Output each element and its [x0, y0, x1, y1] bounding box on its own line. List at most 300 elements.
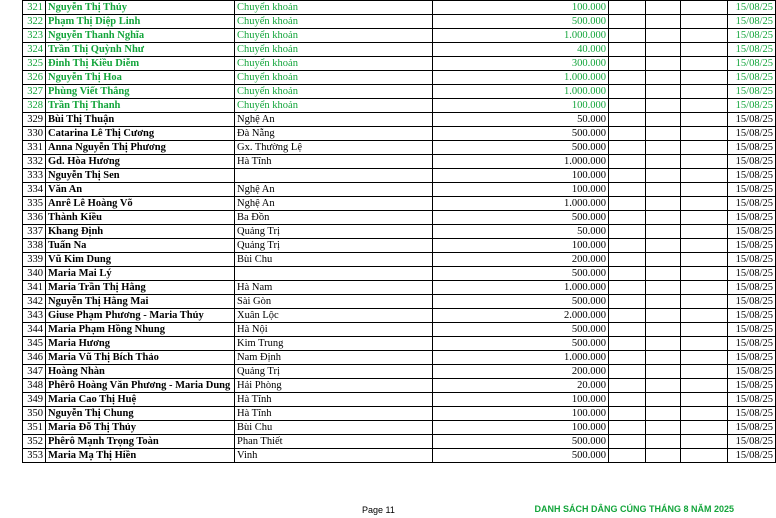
empty-cell [609, 253, 646, 267]
donor-name: Đinh Thị Kiều Diễm [46, 57, 235, 71]
empty-cell [681, 127, 728, 141]
donation-amount: 500.000 [433, 141, 609, 155]
donor-name: Nguyễn Thị Sen [46, 169, 235, 183]
empty-cell [609, 71, 646, 85]
table-row [23, 43, 776, 57]
row-number: 346 [23, 351, 46, 365]
donor-place: Nghệ An [235, 183, 433, 197]
empty-cell [609, 57, 646, 71]
donation-amount: 200.000 [433, 253, 609, 267]
donor-name: Maria Hương [46, 337, 235, 351]
donor-name: Trần Thị Thanh [46, 99, 235, 113]
row-number: 324 [23, 43, 46, 57]
donation-amount: 1.000.000 [433, 85, 609, 99]
row-number: 325 [23, 57, 46, 71]
empty-cell [609, 295, 646, 309]
empty-cell [609, 351, 646, 365]
donation-date: 15/08/25 [728, 99, 776, 113]
table-row [23, 323, 776, 337]
donation-date: 15/08/25 [728, 365, 776, 379]
empty-cell [681, 323, 728, 337]
table-row [23, 155, 776, 169]
empty-cell [646, 113, 681, 127]
donor-name: Maria Mai Lý [46, 267, 235, 281]
empty-cell [681, 99, 728, 113]
empty-cell [609, 29, 646, 43]
empty-cell [646, 127, 681, 141]
donor-name: Phêrô Hoàng Văn Phương - Maria Dung [46, 379, 235, 393]
table-row [23, 127, 776, 141]
donation-date: 15/08/25 [728, 337, 776, 351]
row-number: 338 [23, 239, 46, 253]
donor-name: Maria Phạm Hồng Nhung [46, 323, 235, 337]
donation-date: 15/08/25 [728, 253, 776, 267]
donor-place [235, 267, 433, 281]
donor-name: Nguyễn Thị Hằng Mai [46, 295, 235, 309]
donation-date: 15/08/25 [728, 127, 776, 141]
table-row [23, 15, 776, 29]
table-row [23, 211, 776, 225]
table-row [23, 393, 776, 407]
empty-cell [646, 421, 681, 435]
donor-name: Thành Kiều [46, 211, 235, 225]
table-row [23, 407, 776, 421]
donation-date: 15/08/25 [728, 1, 776, 15]
table-row [23, 29, 776, 43]
donation-amount: 500.000 [433, 267, 609, 281]
donation-date: 15/08/25 [728, 197, 776, 211]
donation-date: 15/08/25 [728, 29, 776, 43]
donor-name: Anna Nguyễn Thị Phương [46, 141, 235, 155]
empty-cell [646, 393, 681, 407]
empty-cell [681, 85, 728, 99]
empty-cell [609, 337, 646, 351]
empty-cell [681, 197, 728, 211]
empty-cell [609, 15, 646, 29]
page-number: Page 11 [362, 505, 395, 515]
donor-place: Kim Trung [235, 337, 433, 351]
donation-date: 15/08/25 [728, 449, 776, 463]
donor-name: Văn An [46, 183, 235, 197]
donor-place: Chuyển khoản [235, 29, 433, 43]
empty-cell [681, 295, 728, 309]
row-number: 330 [23, 127, 46, 141]
donation-date: 15/08/25 [728, 379, 776, 393]
row-number: 332 [23, 155, 46, 169]
donation-date: 15/08/25 [728, 43, 776, 57]
donor-place: Ba Đồn [235, 211, 433, 225]
empty-cell [681, 57, 728, 71]
table-row [23, 1, 776, 15]
empty-cell [681, 183, 728, 197]
table-row [23, 421, 776, 435]
empty-cell [609, 43, 646, 57]
donor-place: Quảng Trị [235, 239, 433, 253]
donor-place: Bùi Chu [235, 253, 433, 267]
donor-name: Vũ Kim Dung [46, 253, 235, 267]
empty-cell [681, 309, 728, 323]
table-row [23, 197, 776, 211]
empty-cell [646, 29, 681, 43]
empty-cell [609, 225, 646, 239]
empty-cell [609, 99, 646, 113]
empty-cell [609, 379, 646, 393]
donation-date: 15/08/25 [728, 155, 776, 169]
donor-name: Phêrô Mạnh Trọng Toàn [46, 435, 235, 449]
donation-amount: 50.000 [433, 113, 609, 127]
empty-cell [609, 449, 646, 463]
empty-cell [646, 323, 681, 337]
row-number: 334 [23, 183, 46, 197]
table-row [23, 379, 776, 393]
donor-place: Chuyển khoản [235, 71, 433, 85]
donor-name: Catarina Lê Thị Cương [46, 127, 235, 141]
table-row [23, 71, 776, 85]
donation-amount: 1.000.000 [433, 29, 609, 43]
donation-date: 15/08/25 [728, 141, 776, 155]
empty-cell [609, 85, 646, 99]
row-number: 327 [23, 85, 46, 99]
donor-place: Quảng Trị [235, 225, 433, 239]
empty-cell [681, 15, 728, 29]
donor-name: Maria Trần Thị Hằng [46, 281, 235, 295]
donor-name: Bùi Thị Thuận [46, 113, 235, 127]
row-number: 333 [23, 169, 46, 183]
empty-cell [646, 295, 681, 309]
donation-amount: 500.000 [433, 337, 609, 351]
row-number: 340 [23, 267, 46, 281]
donor-place: Hà Nội [235, 323, 433, 337]
donation-amount: 100.000 [433, 239, 609, 253]
table-row [23, 351, 776, 365]
empty-cell [609, 127, 646, 141]
empty-cell [681, 239, 728, 253]
donation-table-body [23, 1, 776, 463]
empty-cell [646, 141, 681, 155]
donor-place: Nghệ An [235, 197, 433, 211]
empty-cell [681, 169, 728, 183]
donation-date: 15/08/25 [728, 267, 776, 281]
empty-cell [609, 365, 646, 379]
donor-place: Chuyển khoản [235, 85, 433, 99]
empty-cell [646, 1, 681, 15]
empty-cell [609, 267, 646, 281]
donor-name: Khang Định [46, 225, 235, 239]
row-number: 337 [23, 225, 46, 239]
table-row [23, 85, 776, 99]
table-row [23, 57, 776, 71]
donor-name: Giuse Phạm Phương - Maria Thủy [46, 309, 235, 323]
table-row [23, 309, 776, 323]
donation-date: 15/08/25 [728, 211, 776, 225]
row-number: 353 [23, 449, 46, 463]
donor-place [235, 169, 433, 183]
empty-cell [646, 267, 681, 281]
donation-date: 15/08/25 [728, 57, 776, 71]
row-number: 341 [23, 281, 46, 295]
row-number: 331 [23, 141, 46, 155]
empty-cell [646, 309, 681, 323]
donation-amount: 50.000 [433, 225, 609, 239]
empty-cell [681, 113, 728, 127]
donor-name: Nguyễn Thị Chung [46, 407, 235, 421]
empty-cell [646, 57, 681, 71]
table-row [23, 281, 776, 295]
empty-cell [681, 281, 728, 295]
empty-cell [646, 435, 681, 449]
empty-cell [646, 379, 681, 393]
row-number: 349 [23, 393, 46, 407]
donor-place: Đà Nẵng [235, 127, 433, 141]
table-row [23, 239, 776, 253]
donation-amount: 200.000 [433, 365, 609, 379]
empty-cell [646, 155, 681, 169]
row-number: 321 [23, 1, 46, 15]
donor-place: Chuyển khoản [235, 1, 433, 15]
row-number: 348 [23, 379, 46, 393]
row-number: 342 [23, 295, 46, 309]
donor-name: Nguyễn Thanh Nghĩa [46, 29, 235, 43]
donation-date: 15/08/25 [728, 225, 776, 239]
donation-date: 15/08/25 [728, 323, 776, 337]
empty-cell [609, 421, 646, 435]
donation-amount: 500.000 [433, 449, 609, 463]
row-number: 328 [23, 99, 46, 113]
empty-cell [646, 337, 681, 351]
row-number: 322 [23, 15, 46, 29]
donor-place: Hà Tĩnh [235, 155, 433, 169]
donation-date: 15/08/25 [728, 393, 776, 407]
donation-date: 15/08/25 [728, 435, 776, 449]
donor-name: Maria Cao Thị Huệ [46, 393, 235, 407]
row-number: 335 [23, 197, 46, 211]
empty-cell [646, 225, 681, 239]
donation-date: 15/08/25 [728, 85, 776, 99]
empty-cell [609, 141, 646, 155]
donation-amount: 100.000 [433, 393, 609, 407]
empty-cell [646, 85, 681, 99]
empty-cell [609, 197, 646, 211]
donation-amount: 500.000 [433, 295, 609, 309]
donation-amount: 100.000 [433, 1, 609, 15]
empty-cell [681, 253, 728, 267]
donation-date: 15/08/25 [728, 15, 776, 29]
donation-amount: 500.000 [433, 323, 609, 337]
donor-place: Quảng Trị [235, 365, 433, 379]
donor-place: Nam Định [235, 351, 433, 365]
donation-amount: 500.000 [433, 435, 609, 449]
empty-cell [609, 211, 646, 225]
donor-place: Hà Tĩnh [235, 393, 433, 407]
row-number: 329 [23, 113, 46, 127]
donor-name: Maria Vũ Thị Bích Thảo [46, 351, 235, 365]
donation-amount: 100.000 [433, 169, 609, 183]
empty-cell [646, 449, 681, 463]
donor-name: Trần Thị Quỳnh Như [46, 43, 235, 57]
empty-cell [609, 183, 646, 197]
empty-cell [609, 155, 646, 169]
empty-cell [609, 309, 646, 323]
empty-cell [609, 393, 646, 407]
empty-cell [646, 365, 681, 379]
table-row [23, 337, 776, 351]
empty-cell [681, 365, 728, 379]
row-number: 352 [23, 435, 46, 449]
table-row [23, 365, 776, 379]
empty-cell [681, 141, 728, 155]
table-row [23, 99, 776, 113]
empty-cell [646, 15, 681, 29]
donation-date: 15/08/25 [728, 421, 776, 435]
empty-cell [646, 281, 681, 295]
donation-amount: 40.000 [433, 43, 609, 57]
empty-cell [609, 1, 646, 15]
donor-place: Phan Thiết [235, 435, 433, 449]
empty-cell [681, 155, 728, 169]
donation-amount: 300.000 [433, 57, 609, 71]
donation-date: 15/08/25 [728, 183, 776, 197]
donor-place: Sài Gòn [235, 295, 433, 309]
row-number: 339 [23, 253, 46, 267]
empty-cell [681, 1, 728, 15]
table-row [23, 295, 776, 309]
donor-name: Gd. Hòa Hương [46, 155, 235, 169]
empty-cell [646, 351, 681, 365]
document-title: DANH SÁCH DÂNG CÚNG THÁNG 8 NĂM 2025 [534, 504, 734, 514]
empty-cell [681, 71, 728, 85]
empty-cell [646, 43, 681, 57]
empty-cell [646, 253, 681, 267]
donor-name: Nguyễn Thị Thủy [46, 1, 235, 15]
empty-cell [681, 43, 728, 57]
empty-cell [681, 421, 728, 435]
empty-cell [681, 351, 728, 365]
empty-cell [646, 239, 681, 253]
donation-amount: 2.000.000 [433, 309, 609, 323]
donor-place: Chuyển khoản [235, 15, 433, 29]
donation-amount: 1.000.000 [433, 197, 609, 211]
donation-date: 15/08/25 [728, 309, 776, 323]
donation-amount: 1.000.000 [433, 71, 609, 85]
empty-cell [681, 225, 728, 239]
donor-name: Phạm Thị Diệp Linh [46, 15, 235, 29]
donor-place: Chuyển khoản [235, 57, 433, 71]
empty-cell [609, 281, 646, 295]
empty-cell [646, 211, 681, 225]
donor-place: Nghệ An [235, 113, 433, 127]
donation-date: 15/08/25 [728, 407, 776, 421]
row-number: 350 [23, 407, 46, 421]
table-row [23, 225, 776, 239]
row-number: 351 [23, 421, 46, 435]
donation-amount: 1.000.000 [433, 351, 609, 365]
donor-place: Xuân Lộc [235, 309, 433, 323]
donation-date: 15/08/25 [728, 295, 776, 309]
donation-amount: 100.000 [433, 183, 609, 197]
donor-place: Chuyển khoản [235, 43, 433, 57]
donor-place: Bùi Chu [235, 421, 433, 435]
empty-cell [681, 267, 728, 281]
donor-name: Tuấn Na [46, 239, 235, 253]
donor-name: Maria Mạ Thị Hiền [46, 449, 235, 463]
donation-date: 15/08/25 [728, 113, 776, 127]
empty-cell [646, 183, 681, 197]
donation-amount: 20.000 [433, 379, 609, 393]
donor-place: Hải Phòng [235, 379, 433, 393]
empty-cell [609, 239, 646, 253]
empty-cell [681, 393, 728, 407]
row-number: 345 [23, 337, 46, 351]
empty-cell [681, 337, 728, 351]
row-number: 343 [23, 309, 46, 323]
donor-place: Gx. Thường Lệ [235, 141, 433, 155]
empty-cell [681, 29, 728, 43]
empty-cell [646, 407, 681, 421]
donation-amount: 500.000 [433, 15, 609, 29]
donation-amount: 100.000 [433, 99, 609, 113]
empty-cell [646, 71, 681, 85]
table-row [23, 435, 776, 449]
donation-amount: 100.000 [433, 421, 609, 435]
empty-cell [609, 113, 646, 127]
table-row [23, 141, 776, 155]
table-row [23, 183, 776, 197]
donor-name: Maria Đỗ Thị Thủy [46, 421, 235, 435]
donor-place: Vinh [235, 449, 433, 463]
donor-place: Hà Tĩnh [235, 407, 433, 421]
row-number: 326 [23, 71, 46, 85]
empty-cell [681, 435, 728, 449]
table-row [23, 169, 776, 183]
empty-cell [646, 197, 681, 211]
donor-name: Anrê Lê Hoàng Võ [46, 197, 235, 211]
empty-cell [646, 99, 681, 113]
table-row [23, 449, 776, 463]
table-row [23, 113, 776, 127]
donation-date: 15/08/25 [728, 239, 776, 253]
donation-amount: 1.000.000 [433, 155, 609, 169]
donor-place: Chuyển khoản [235, 99, 433, 113]
empty-cell [646, 169, 681, 183]
donation-amount: 100.000 [433, 407, 609, 421]
empty-cell [681, 379, 728, 393]
donation-amount: 500.000 [433, 127, 609, 141]
row-number: 347 [23, 365, 46, 379]
donation-table [22, 0, 776, 463]
empty-cell [609, 407, 646, 421]
donor-name: Hoàng Nhàn [46, 365, 235, 379]
empty-cell [681, 407, 728, 421]
empty-cell [609, 169, 646, 183]
donation-date: 15/08/25 [728, 169, 776, 183]
donor-name: Nguyễn Thị Hoa [46, 71, 235, 85]
donation-amount: 1.000.000 [433, 281, 609, 295]
row-number: 323 [23, 29, 46, 43]
empty-cell [681, 211, 728, 225]
donor-place: Hà Nam [235, 281, 433, 295]
row-number: 344 [23, 323, 46, 337]
table-row [23, 253, 776, 267]
donation-date: 15/08/25 [728, 71, 776, 85]
donation-date: 15/08/25 [728, 351, 776, 365]
donor-name: Phùng Viết Thắng [46, 85, 235, 99]
empty-cell [681, 449, 728, 463]
donation-amount: 500.000 [433, 211, 609, 225]
empty-cell [609, 435, 646, 449]
table-row [23, 267, 776, 281]
row-number: 336 [23, 211, 46, 225]
empty-cell [609, 323, 646, 337]
